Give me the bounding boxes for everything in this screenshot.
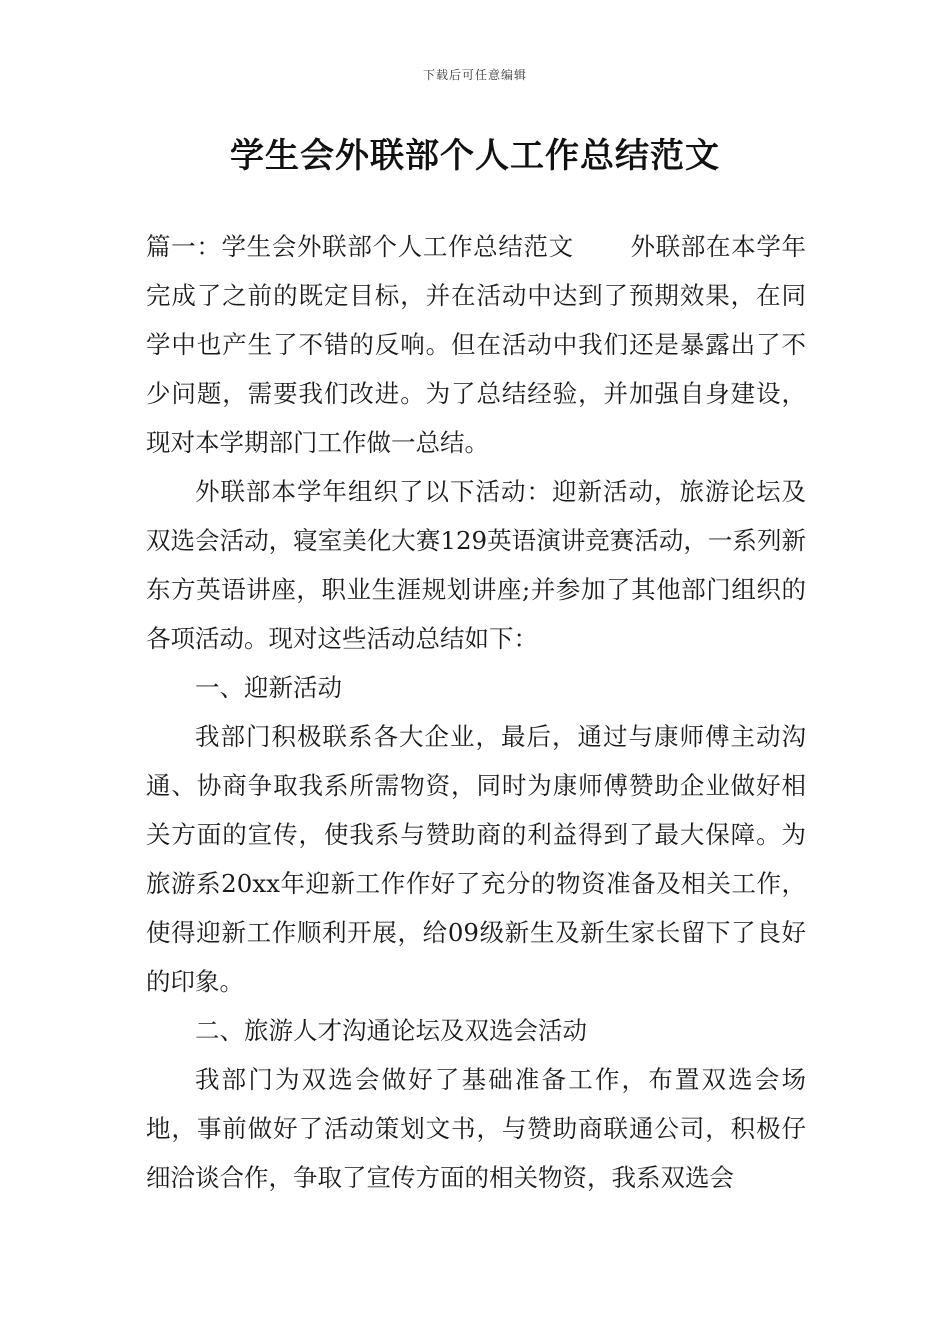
header-note: 下载后可任意编辑 xyxy=(422,68,527,82)
section-heading-forum: 二、旅游人才沟通论坛及双选会活动 xyxy=(195,1016,587,1045)
document-body xyxy=(146,222,806,1202)
welcome-activity-paragraph: 我部门积极联系各大企业，最后，通过与康师傅主动沟通、协商争取我系所需物资，同时为康师傅赞助企业做好相关方面的宣传，使我系与赞助商的利益得到了最大保障。为旅游系20xx年迎新工作作好了充分的物资准备及相关工作，使得迎新工作顺利开展，给09级新生及新生家长留下了良好的印象。 xyxy=(146,722,806,996)
section-heading-welcome: 一、迎新活动 xyxy=(195,673,342,702)
forum-activity-paragraph: 我部门为双选会做好了基础准备工作，布置双选会场地，事前做好了活动策划文书，与赞助商联通公司，积极仔细洽谈合作，争取了宣传方面的相关物资，我系双选会 xyxy=(146,1065,806,1192)
activities-overview-paragraph: 外联部本学年组织了以下活动：迎新活动，旅游论坛及双选会活动，寝室美化大赛129英语演讲竞赛活动，一系列新东方英语讲座，职业生涯规划讲座;并参加了其他部门组织的各项活动。现对这些活动总结如下： xyxy=(146,477,806,653)
intro-text: 外联部在本学年完成了之前的既定目标，并在活动中达到了预期效果，在同学中也产生了不错的反响。但在活动中我们还是暴露出了不少问题，需要我们改进。为了总结经验，并加强自身建设，现对本学期部门工作做一总结。 xyxy=(146,232,807,457)
document-title: 学生会外联部个人工作总结范文 xyxy=(230,136,720,176)
intro-paragraph xyxy=(146,222,806,467)
intro-label: 篇一：学生会外联部个人工作总结范文 xyxy=(146,232,574,261)
